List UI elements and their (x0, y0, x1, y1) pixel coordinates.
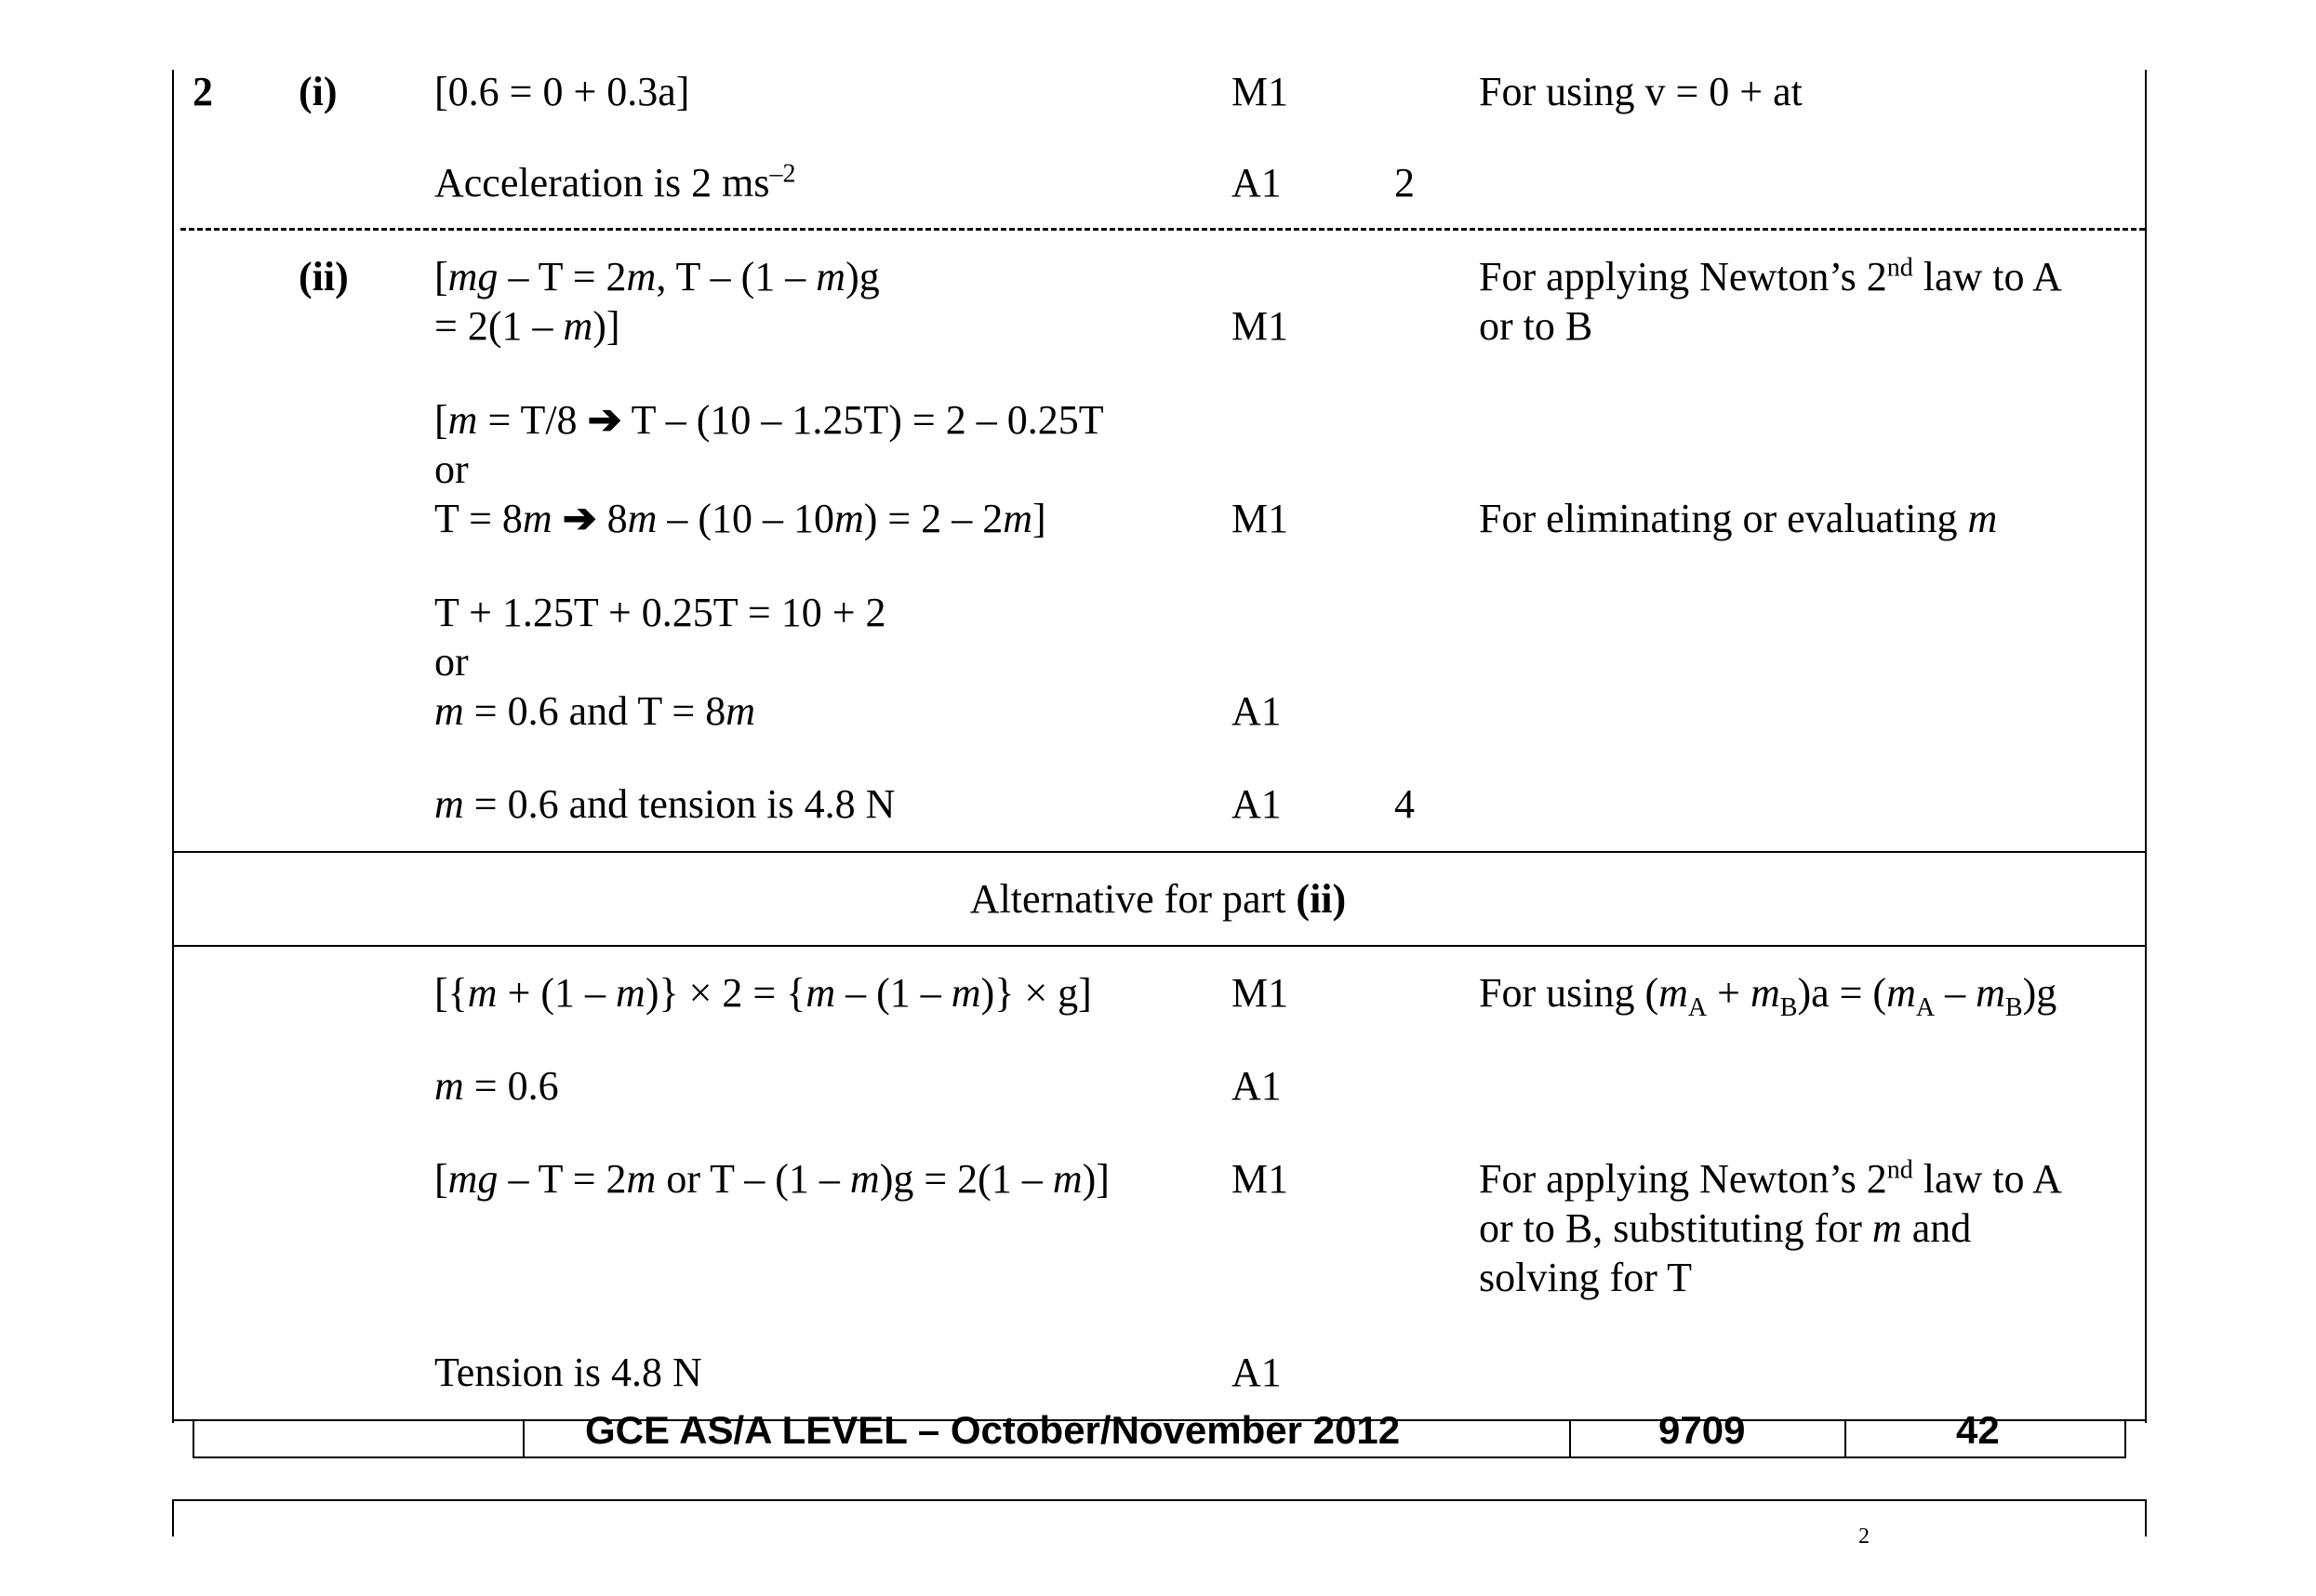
header-cell-divider (523, 1421, 525, 1458)
page-header-table (193, 1408, 2126, 1458)
part-i-label: (i) (299, 69, 338, 114)
working-line: = 2(1 – m)] (434, 303, 620, 349)
arrow-icon: ➔ (562, 496, 597, 541)
next-table-right-border (2145, 1499, 2147, 1536)
header-cell-divider (1844, 1421, 1846, 1458)
table-left-border (172, 70, 174, 1423)
guidance-note: For using v = 0 + at (1479, 69, 1803, 114)
header-cell-divider (1569, 1421, 1571, 1458)
working-line: m = 0.6 and T = 8m (434, 688, 756, 734)
working-line: [mg – T = 2m, T – (1 – m)g (434, 254, 880, 299)
mark-m1: M1 (1231, 1156, 1289, 1202)
guidance-note: For applying Newton’s 2nd law to A (1479, 1155, 2062, 1202)
part-divider-dashed (180, 228, 2145, 231)
question-number: 2 (193, 69, 213, 114)
guidance-note: solving for T (1479, 1255, 1692, 1300)
guidance-note: or to B (1479, 303, 1593, 349)
alt-heading-top-rule (172, 851, 2147, 853)
mark-a1: A1 (1231, 160, 1282, 206)
mark-m1: M1 (1231, 303, 1289, 349)
guidance-note: or to B, substituting for m and (1479, 1205, 1972, 1251)
part-ii-label: (ii) (299, 254, 349, 299)
mark-a1: A1 (1231, 781, 1282, 827)
next-table-top-rule (172, 1499, 2147, 1501)
next-page-fragment: 2 (1858, 1524, 1870, 1549)
working-line: T + 1.25T + 0.25T = 10 + 2 (434, 590, 886, 635)
alt-heading-bottom-rule (172, 945, 2147, 947)
mark-m1: M1 (1231, 69, 1289, 114)
guidance-note: For using $(m_A + m_B)a = (m_A - m_B)g$ (1479, 970, 2057, 1022)
working-line: Tension is 4.8 N (434, 1350, 702, 1395)
working-line: [0.6 = 0 + 0.3a] (434, 69, 690, 114)
next-table-left-border (172, 1499, 174, 1536)
working-line: m = 0.6 and tension is 4.8 N (434, 781, 896, 827)
mark-a1: A1 (1231, 1350, 1282, 1395)
working-line: or (434, 639, 469, 685)
working-line: [m = T/8 ➔ T – (10 – 1.25T) = 2 – 0.25T (434, 397, 1104, 443)
working-line: m = 0.6 (434, 1063, 559, 1109)
working-line: Acceleration is 2 $ms^{-2}$ (434, 159, 796, 206)
guidance-note: For applying Newton’s 2nd law to A (1479, 253, 2062, 299)
working-line: or (434, 446, 469, 492)
mark-a1: A1 (1231, 688, 1282, 734)
part-total-marks: 2 (1394, 160, 1415, 206)
alternative-heading: Alternative for part (ii) (969, 876, 1347, 922)
exam-title: GCE AS/A LEVEL – October/November 2012 (585, 1408, 1401, 1452)
guidance-note: For eliminating or evaluating m (1479, 496, 1998, 541)
working-line: [mg – T = 2m or T – (1 – m)g = 2(1 – m)] (434, 1156, 1110, 1202)
syllabus-code: 9709 (1658, 1408, 1746, 1452)
working-line: T = 8m ➔ 8m – (10 – 10m) = 2 – 2m] (434, 496, 1046, 541)
mark-m1: M1 (1231, 496, 1289, 541)
working-line: [{m + (1 – m)} × 2 = {m – (1 – m)} × g] (434, 970, 1092, 1016)
paper-number: 42 (1956, 1408, 2000, 1452)
arrow-icon: ➔ (587, 397, 622, 443)
table-right-border (2145, 70, 2147, 1423)
mark-m1: M1 (1231, 970, 1289, 1016)
part-total-marks: 4 (1394, 781, 1415, 827)
mark-a1: A1 (1231, 1063, 1282, 1109)
